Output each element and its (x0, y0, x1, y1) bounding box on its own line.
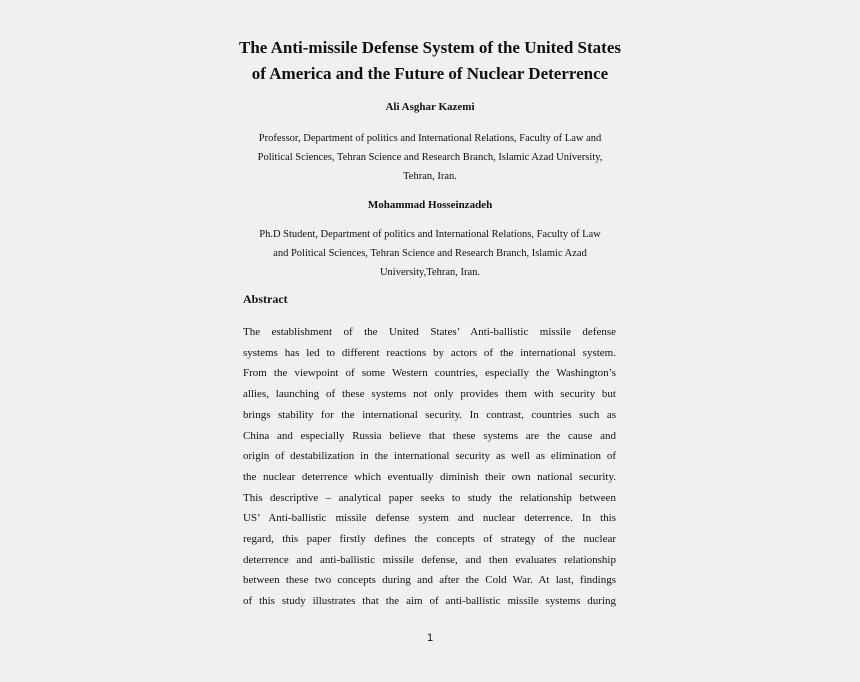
abstract-line: regard, this paper firstly defines the concepts of strategy of the nuclear (243, 533, 616, 546)
title-line: of America and the Future of Nuclear Deterrence (251, 64, 609, 83)
abstract-line: origin of destabilization in the international security as well as elimination of (243, 450, 616, 463)
abstract-line: the nuclear deterrence which eventually diminish their own national security. (243, 470, 616, 483)
author-affiliation (243, 129, 617, 186)
page-number: 1 (426, 632, 434, 644)
author-name: Mohammad Hosseinzadeh (367, 199, 493, 211)
abstract-line: of this study illustrates that the aim of anti-ballistic missile systems during (243, 595, 616, 608)
abstract-line: between these two concepts during and after the Cold War. At last, findings (243, 574, 616, 587)
affiliation-line: Political Sciences, Tehran Science and Research Branch, Islamic Azad University, (257, 152, 603, 163)
abstract-line: This descriptive – analytical paper seeks to study the relationship between (243, 491, 616, 504)
abstract-line: From the viewpoint of some Western countries, especially the Washington’s (243, 367, 616, 380)
title-line: The Anti-missile Defense System of the United States (239, 38, 621, 57)
abstract-line: US’ Anti-ballistic missile defense system and nuclear deterrence. In this (243, 512, 616, 525)
abstract-line: The establishment of the United States’ Anti-ballistic missile defense (243, 326, 616, 338)
affiliation-line: University,Tehran, Iran. (379, 267, 481, 278)
abstract-line: allies, launching of these systems not only provides them with security but (243, 388, 616, 401)
affiliation-line: Ph.D Student, Department of politics and International Relations, Faculty of Law (259, 229, 601, 240)
abstract-line: brings stability for the international security. In contrast, countries such as (243, 408, 616, 421)
abstract-line: systems has led to different reactions by actors of the international system. (243, 346, 616, 359)
affiliation-line: Tehran, Iran. (403, 171, 457, 182)
abstract-heading: Abstract (243, 292, 288, 306)
author-name: Ali Asghar Kazemi (385, 101, 475, 113)
abstract-line: deterrence and anti-ballistic missile defense, and then evaluates relationship (243, 553, 616, 566)
affiliation-line: and Political Sciences, Tehran Science and Research Branch, Islamic Azad (273, 248, 587, 259)
paper-title (160, 35, 700, 87)
author-affiliation (243, 225, 617, 282)
abstract-body (243, 322, 616, 612)
abstract-line: China and especially Russia believe that these systems are the cause and (243, 429, 616, 442)
affiliation-line: Professor, Department of politics and International Relations, Faculty of Law and (258, 133, 602, 144)
